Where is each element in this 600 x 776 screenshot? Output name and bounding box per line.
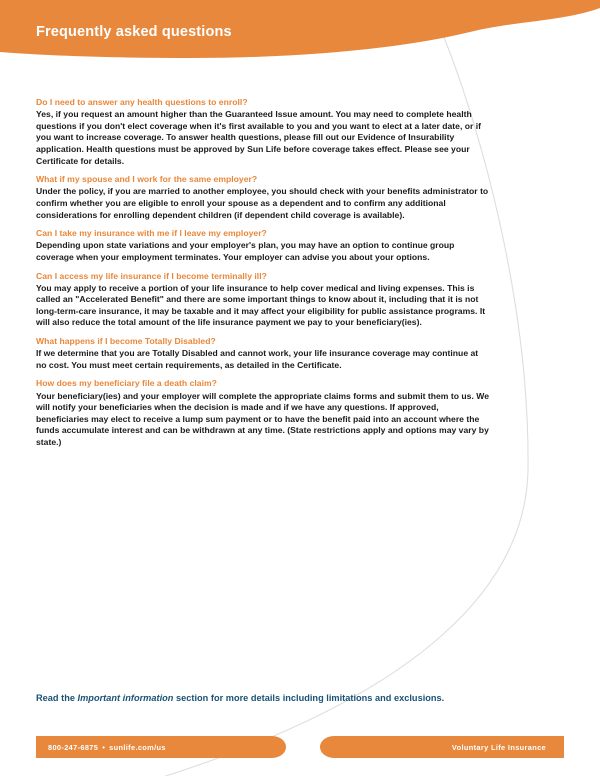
faq-question: Can I access my life insurance if I become terminally ill? bbox=[36, 270, 267, 281]
page-header-band bbox=[0, 0, 600, 80]
footer-product-name: Voluntary Life Insurance bbox=[451, 742, 546, 752]
important-information-note bbox=[36, 692, 466, 705]
page-title: Frequently asked questions bbox=[36, 24, 232, 40]
note-emphasis-text: Important information bbox=[77, 693, 174, 703]
faq-answer: Under the policy, if you are married to another employee, you should check with your benefits administrator to confirm whether you are eligible to enroll your spouse as a dependent and to confirm any additional considerations for enrolling dependent children (if dependent child coverage is available). bbox=[36, 186, 489, 220]
note-lead-text: Read the bbox=[36, 693, 78, 703]
faq-answer: Depending upon state variations and your employer's plan, you may have an option to continue group coverage when your employment terminates. Your employer can advise you about your options. bbox=[36, 240, 455, 262]
faq-answer: Yes, if you request an amount higher than the Guaranteed Issue amount. You may need to complete health questions if you don't elect coverage when it's first available to you and you want to elect at a later date, or if you want to increase coverage. To answer health questions, please fill out our Evidence of Insurability application. Health questions must be approved by Sun Life before coverage takes effect. Please see your Certificate for details. bbox=[36, 109, 482, 166]
faq-answer: Your beneficiary(ies) and your employer will complete the appropriate claims forms and submit them to us. We will notify your beneficiaries when the decision is made and if we have any questions. If approved, beneficiaries may elect to receive a lump sum payment or to have the benefit paid into an account where the funds accumulate interest and can be withdrawn at any time. (State restrictions apply and options may vary by state.) bbox=[36, 390, 489, 447]
faq-item bbox=[36, 271, 491, 330]
faq-item bbox=[36, 378, 491, 448]
faq-answer: You may apply to receive a portion of your life insurance to help cover medical and living expenses. This is called an "Accelerated Benefit" and there are some important things to know about it, including that it is not long-term-care insurance, it may be taxable and it may affect your eligibility for public assistance programs. It will also reduce the total amount of the life insurance payment we pay to your beneficiary(ies). bbox=[36, 282, 486, 328]
page-footer bbox=[0, 736, 600, 758]
faq-item bbox=[36, 336, 491, 371]
footer-contact-bar bbox=[36, 736, 286, 758]
footer-website-link[interactable]: sunlife.com/us bbox=[109, 742, 166, 752]
faq-item bbox=[36, 97, 491, 167]
faq-question: What happens if I become Totally Disabled? bbox=[36, 336, 216, 347]
faq-item bbox=[36, 174, 491, 221]
footer-product-bar bbox=[320, 736, 564, 758]
faq-question: How does my beneficiary file a death claim? bbox=[36, 378, 217, 389]
faq-question: Can I take my insurance with me if I leave my employer? bbox=[36, 228, 267, 239]
footer-separator-dot: • bbox=[102, 742, 106, 752]
note-trail-text: section for more details including limitations and exclusions. bbox=[173, 693, 445, 703]
header-orange-shape bbox=[0, 0, 600, 80]
faq-list bbox=[36, 97, 491, 456]
faq-question: What if my spouse and I work for the same employer? bbox=[36, 174, 258, 185]
footer-phone[interactable]: 800-247-6875 bbox=[48, 742, 99, 752]
faq-item bbox=[36, 228, 491, 263]
faq-question: Do I need to answer any health questions to enroll? bbox=[36, 97, 248, 107]
faq-answer: If we determine that you are Totally Disabled and cannot work, your life insurance coverage may continue at no cost. You must meet certain requirements, as detailed in the Certificate. bbox=[36, 348, 479, 370]
